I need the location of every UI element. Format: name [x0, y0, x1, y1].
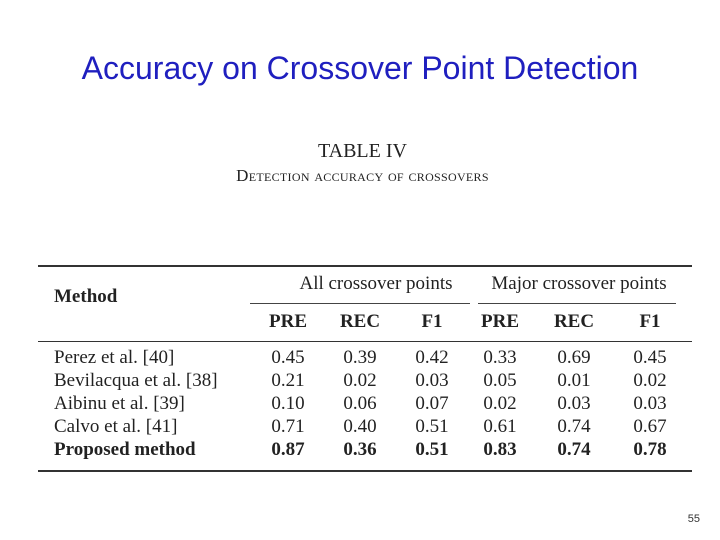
major-rec-value: 0.03	[557, 393, 591, 414]
major-f1-header: F1	[639, 311, 661, 332]
table-caption	[180, 138, 545, 188]
major-f1-value: 0.02	[633, 370, 667, 391]
major-pre-value: 0.61	[483, 416, 517, 437]
table-row	[38, 416, 692, 439]
all-f1-value: 0.51	[415, 416, 449, 437]
method-name: Perez et al. [40]	[54, 347, 175, 368]
all-group-rule	[250, 303, 470, 304]
page-number: 55	[687, 513, 700, 525]
all-pre-value: 0.21	[271, 370, 305, 391]
major-pre-value: 0.83	[483, 439, 517, 460]
all-pre-value: 0.45	[271, 347, 305, 368]
major-rec-value: 0.69	[557, 347, 591, 368]
all-f1-value: 0.03	[415, 370, 449, 391]
major-f1-value: 0.67	[633, 416, 667, 437]
all-rec-value: 0.02	[343, 370, 377, 391]
all-f1-value: 0.51	[415, 439, 449, 460]
all-rec-value: 0.36	[343, 439, 377, 460]
results-table	[38, 265, 692, 472]
method-name: Bevilacqua et al. [38]	[54, 370, 218, 391]
major-group-rule	[478, 303, 676, 304]
major-pre-value: 0.33	[483, 347, 517, 368]
major-rec-header: REC	[553, 311, 595, 332]
all-f1-header: F1	[421, 311, 443, 332]
major-crossover-group-header: Major crossover points	[491, 273, 667, 294]
table-caption-subtitle: Detection accuracy of crossovers	[236, 166, 489, 185]
header-divider	[38, 341, 692, 342]
major-pre-value: 0.05	[483, 370, 517, 391]
all-crossover-group-header: All crossover points	[299, 273, 453, 294]
table-row	[38, 347, 692, 370]
all-rec-value: 0.40	[343, 416, 377, 437]
major-pre-value: 0.02	[483, 393, 517, 414]
method-name: Aibinu et al. [39]	[54, 393, 185, 414]
major-pre-header: PRE	[481, 311, 519, 332]
major-f1-value: 0.78	[633, 439, 667, 460]
table-caption-number: TABLE IV	[318, 140, 407, 162]
all-f1-value: 0.42	[415, 347, 449, 368]
slide-title: Accuracy on Crossover Point Detection	[81, 50, 639, 86]
major-rec-value: 0.74	[557, 439, 591, 460]
major-rec-value: 0.74	[557, 416, 591, 437]
table-row	[38, 370, 692, 393]
all-rec-header: REC	[339, 311, 381, 332]
all-pre-header: PRE	[269, 311, 307, 332]
all-rec-value: 0.39	[343, 347, 377, 368]
table-row-proposed	[38, 439, 692, 462]
major-f1-value: 0.45	[633, 347, 667, 368]
method-column-header: Method	[54, 286, 118, 307]
method-name: Calvo et al. [41]	[54, 416, 178, 437]
table-row	[38, 393, 692, 416]
all-pre-value: 0.71	[271, 416, 305, 437]
all-rec-value: 0.06	[343, 393, 377, 414]
all-pre-value: 0.10	[271, 393, 305, 414]
method-name: Proposed method	[54, 439, 196, 460]
major-f1-value: 0.03	[633, 393, 667, 414]
major-rec-value: 0.01	[557, 370, 591, 391]
all-pre-value: 0.87	[271, 439, 305, 460]
all-f1-value: 0.07	[415, 393, 449, 414]
